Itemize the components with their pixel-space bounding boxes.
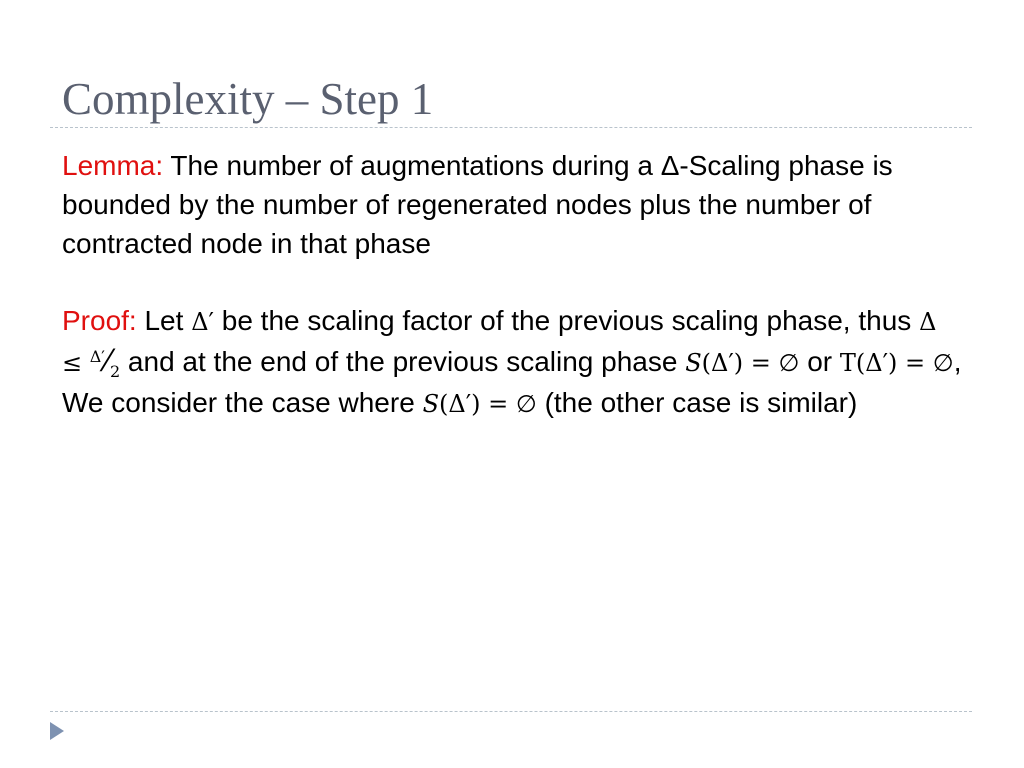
fraction-numerator: Δ′ [89, 347, 105, 366]
proof-text-1: be the scaling factor of the previous scaling phase, thus [213, 305, 920, 336]
delta-prime-symbol: Δ′ [191, 308, 214, 336]
slide-title: Complexity – Step 1 [62, 74, 434, 124]
proof-label: Proof: [62, 305, 137, 336]
inequality-lhs: Δ ≤ [62, 308, 937, 377]
set-t-expression: T(Δ′) = ∅ [839, 349, 954, 377]
proof-intro: Let [136, 305, 192, 336]
lemma-paragraph [62, 146, 962, 263]
lemma-text: The number of augmentations during a Δ-Scaling phase is bounded by the number of regenerated nodes plus the number of contracted node in that phase [62, 150, 893, 259]
proof-text-2: and at the end of the previous scaling phase [120, 346, 686, 377]
slide-body [62, 146, 962, 424]
fraction-slash: ⁄ [104, 344, 110, 379]
footer-divider [50, 711, 972, 712]
fraction-denominator: 2 [109, 361, 121, 381]
lemma-label: Lemma: [62, 150, 164, 181]
title-divider [50, 127, 972, 128]
proof-text-4: , We consider the case where [62, 346, 962, 418]
triangle-right-icon [50, 722, 64, 740]
set-s-symbol: S [685, 349, 702, 377]
delta-prime-over-two [89, 344, 121, 381]
set-s-expression-2: (Δ′) = ∅ [439, 390, 537, 418]
proof-text-3: or [799, 346, 840, 377]
set-s-symbol-2: S [422, 390, 440, 418]
proof-paragraph [62, 301, 962, 424]
set-s-expression: (Δ′) = ∅ [701, 349, 800, 377]
proof-text-5: (the other case is similar) [536, 387, 858, 418]
